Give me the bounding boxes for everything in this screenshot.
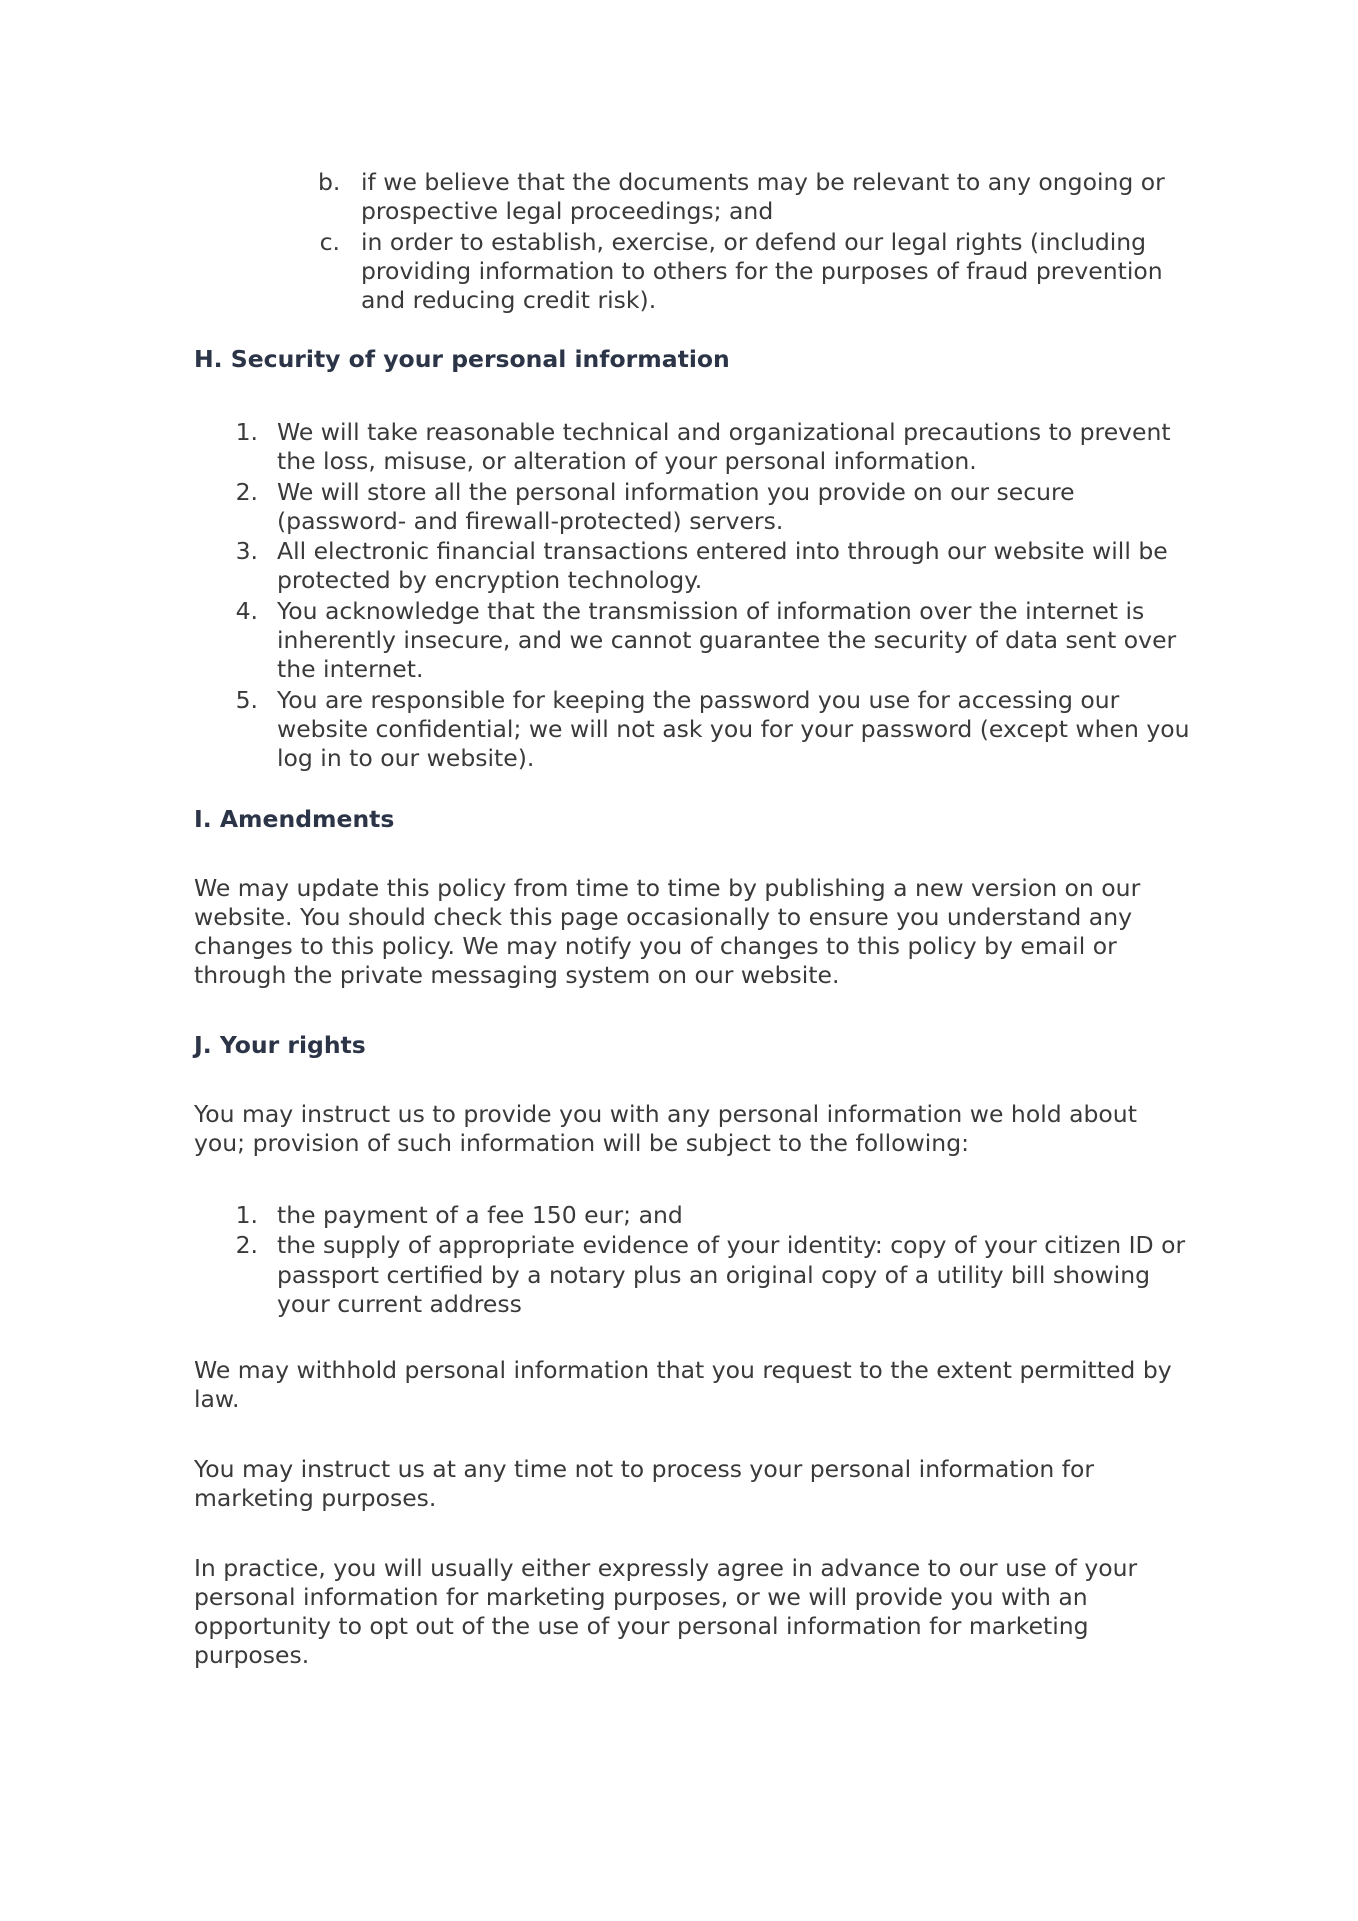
marketing-paragraph xyxy=(194,1455,1194,1513)
list-marker: 2. xyxy=(235,477,258,506)
list-marker: 1. xyxy=(235,418,258,446)
list-marker: 2. xyxy=(235,1231,258,1260)
list-item xyxy=(234,1231,1194,1319)
list-marker: 3. xyxy=(235,537,258,566)
list-marker: c. xyxy=(319,227,340,256)
list-item xyxy=(234,1201,1194,1230)
paragraph-text: We may withhold personal information that you request to the extent permitted by law. xyxy=(194,1356,1172,1413)
list-item xyxy=(234,478,1194,537)
list-item-text: You acknowledge that the transmission of information over the internet is inherently insecure, and we cannot guarantee the security of data sent over the internet. xyxy=(277,596,1177,684)
section-j-heading: J. Your rights xyxy=(194,1031,366,1059)
rights-intro xyxy=(194,1100,1194,1158)
list-marker: 4. xyxy=(235,596,258,625)
list-marker: b. xyxy=(318,168,341,196)
list-item-text: You are responsible for keeping the password you use for accessing our website confidential; we will not ask you for your password (except when you log in to our website). xyxy=(277,685,1190,773)
amendments-paragraph xyxy=(194,874,1194,990)
paragraph-text: We may update this policy from time to time by publishing a new version on our website. You should check this page occasionally to ensure you understand any changes to this policy. We may notify you of changes to this policy by email or through the private messaging system on our website. xyxy=(194,874,1141,989)
list-item-text: All electronic financial transactions entered into through our website will be protected by encryption technology. xyxy=(277,537,1168,595)
list-item-text: in order to establish, exercise, or defend our legal rights (including providing information to others for the purposes of fraud prevention and reducing credit risk). xyxy=(361,227,1163,315)
opt-out-paragraph xyxy=(194,1554,1194,1670)
paragraph-text: In practice, you will usually either expressly agree in advance to our use of your personal information for marketing purposes, or we will provide you with an opportunity to opt out of the use of your personal information for marketing purposes. xyxy=(194,1554,1138,1669)
preceding-list xyxy=(318,168,1198,316)
list-item xyxy=(318,168,1198,227)
list-item xyxy=(234,537,1194,596)
list-item-text: the payment of a fee 150 eur; and xyxy=(277,1201,683,1229)
list-marker: 5. xyxy=(235,685,258,714)
list-item-text: We will take reasonable technical and organizational precautions to prevent the loss, misuse, or alteration of your personal information. xyxy=(277,418,1171,476)
list-item-text: if we believe that the documents may be relevant to any ongoing or prospective legal proceedings; and xyxy=(361,168,1165,226)
rights-list xyxy=(234,1201,1194,1320)
list-item xyxy=(234,418,1194,477)
list-item xyxy=(318,228,1198,316)
withhold-paragraph xyxy=(194,1356,1194,1414)
section-h-heading: H. Security of your personal information xyxy=(194,345,730,373)
list-item xyxy=(234,686,1194,774)
list-marker: 1. xyxy=(235,1201,258,1229)
list-item xyxy=(234,597,1194,685)
paragraph-text: You may instruct us to provide you with any personal information we hold about you; provision of such information will be subject to the following: xyxy=(194,1100,1137,1157)
list-item-text: We will store all the personal information you provide on our secure (password- and firewall-protected) servers. xyxy=(277,477,1075,535)
security-list xyxy=(234,418,1194,775)
paragraph-text: You may instruct us at any time not to process your personal information for marketing purposes. xyxy=(194,1455,1095,1512)
section-i-heading: I. Amendments xyxy=(194,805,395,833)
list-item-text: the supply of appropriate evidence of your identity: copy of your citizen ID or passport certified by a notary plus an original copy of a utility bill showing your current address xyxy=(277,1231,1186,1318)
